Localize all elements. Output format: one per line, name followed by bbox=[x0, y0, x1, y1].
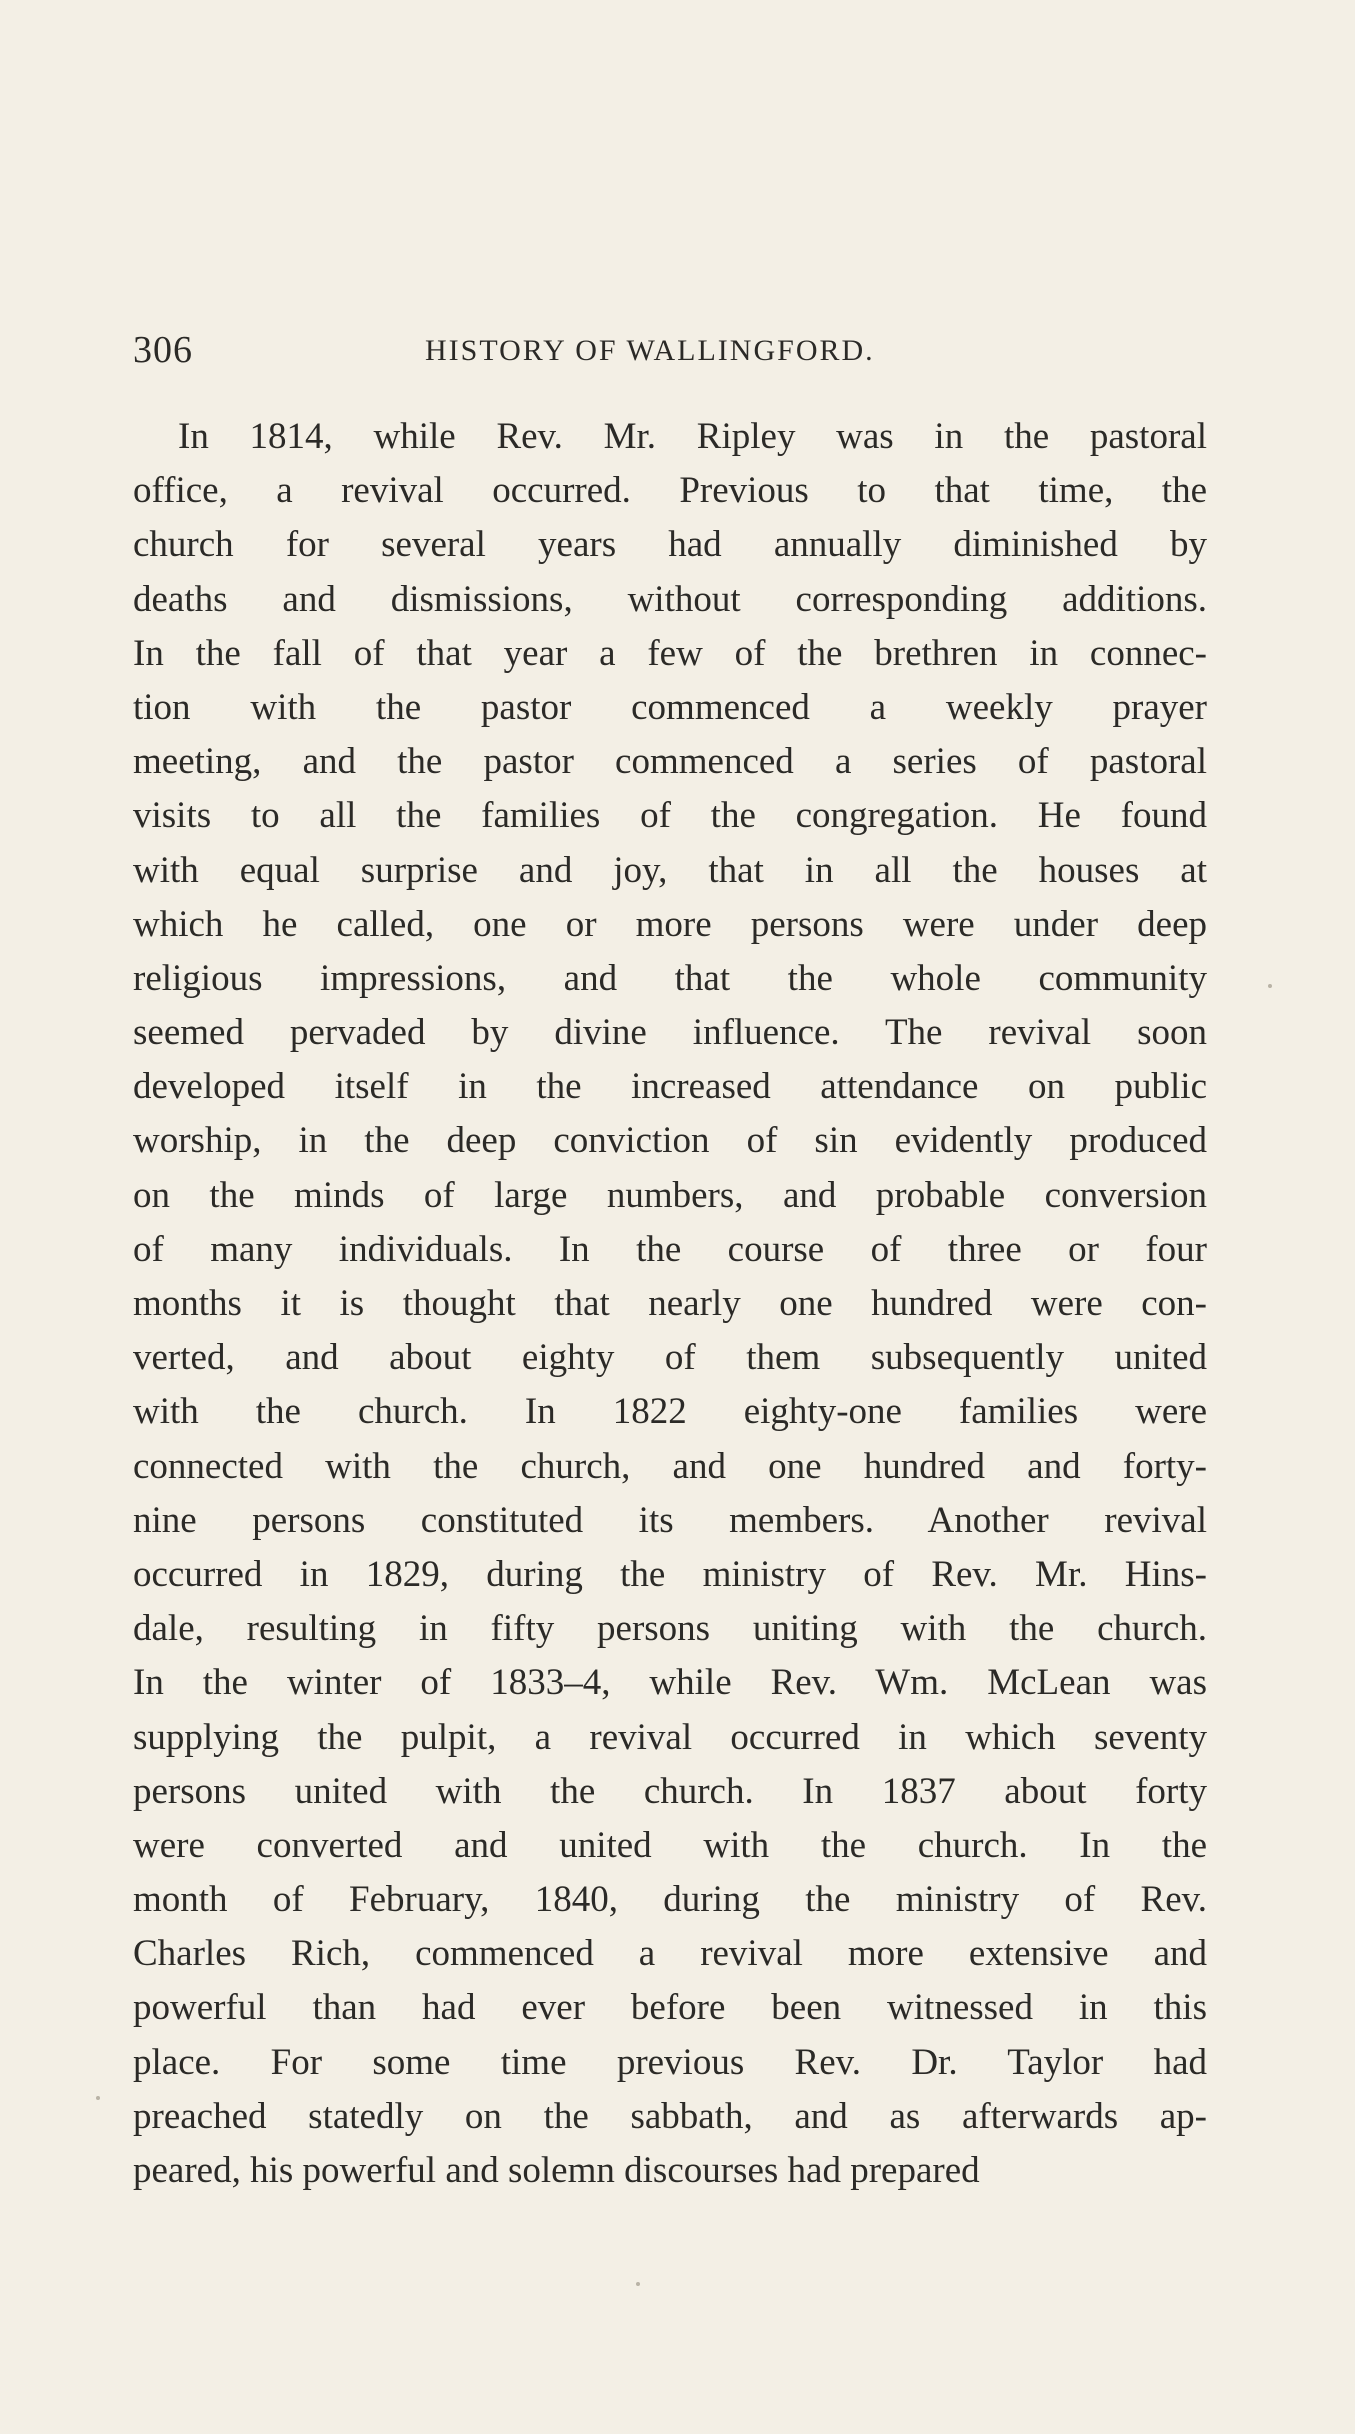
text-line: In 1814, while Rev. Mr. Ripley was in the pastoral bbox=[178, 416, 1207, 457]
text-line: In the fall of that year a few of the brethren in connec- bbox=[133, 632, 1207, 674]
text-line: worship, in the deep conviction of sin evidently produced bbox=[133, 1120, 1207, 1162]
text-line: deaths and dismissions, without corresponding additions. bbox=[133, 578, 1207, 620]
text-line: verted, and about eighty of them subsequently united bbox=[133, 1337, 1207, 1379]
text-line: office, a revival occurred. Previous to that time, the bbox=[133, 470, 1207, 512]
text-line: church for several years had annually diminished by bbox=[133, 524, 1207, 566]
text-line: months it is thought that nearly one hundred were con- bbox=[133, 1283, 1207, 1324]
text-line: connected with the church, and one hundred and forty- bbox=[133, 1445, 1207, 1487]
text-line: peared, his powerful and solemn discourses had prepared bbox=[133, 2150, 980, 2191]
text-line: seemed pervaded by divine influence. The revival soon bbox=[133, 1012, 1207, 1054]
text-line: supplying the pulpit, a revival occurred in which seventy bbox=[133, 1716, 1207, 1758]
page-header bbox=[133, 328, 1207, 378]
text-line: occurred in 1829, during the ministry of Rev. Mr. Hins- bbox=[133, 1553, 1207, 1595]
paper-speck bbox=[96, 2096, 100, 2100]
paper-speck bbox=[1268, 984, 1272, 988]
text-line: developed itself in the increased attendance on public bbox=[133, 1066, 1207, 1108]
text-line: religious impressions, and that the whole community bbox=[133, 957, 1207, 999]
text-line: were converted and united with the church. In the bbox=[133, 1824, 1207, 1866]
text-line: of many individuals. In the course of three or four bbox=[133, 1228, 1207, 1270]
text-line: place. For some time previous Rev. Dr. Taylor had bbox=[133, 2041, 1207, 2083]
page-number: 306 bbox=[133, 329, 193, 371]
text-line: powerful than had ever before been witnessed in this bbox=[133, 1987, 1207, 2029]
text-line: In the winter of 1833–4, while Rev. Wm. McLean was bbox=[133, 1662, 1207, 1704]
paper-speck bbox=[636, 2282, 640, 2286]
text-line: Charles Rich, commenced a revival more extensive and bbox=[133, 1933, 1207, 1975]
text-line: persons united with the church. In 1837 about forty bbox=[133, 1770, 1207, 1812]
text-line: month of February, 1840, during the ministry of Rev. bbox=[133, 1879, 1207, 1921]
text-line: dale, resulting in fifty persons uniting with the church. bbox=[133, 1608, 1207, 1650]
text-line: tion with the pastor commenced a weekly prayer bbox=[133, 686, 1207, 728]
text-line: which he called, one or more persons were under deep bbox=[133, 903, 1207, 945]
text-line: with equal surprise and joy, that in all the houses at bbox=[133, 849, 1207, 891]
text-line: visits to all the families of the congregation. He found bbox=[133, 795, 1207, 837]
text-line: on the minds of large numbers, and probable conversion bbox=[133, 1174, 1207, 1216]
text-line: meeting, and the pastor commenced a series of pastoral bbox=[133, 741, 1207, 783]
running-title: HISTORY OF WALLINGFORD. bbox=[425, 334, 875, 367]
text-line: preached statedly on the sabbath, and as afterwards ap- bbox=[133, 2095, 1207, 2137]
text-line: with the church. In 1822 eighty-one families were bbox=[133, 1391, 1207, 1433]
text-line: nine persons constituted its members. Another revival bbox=[133, 1499, 1207, 1541]
body-text bbox=[133, 410, 1207, 2198]
